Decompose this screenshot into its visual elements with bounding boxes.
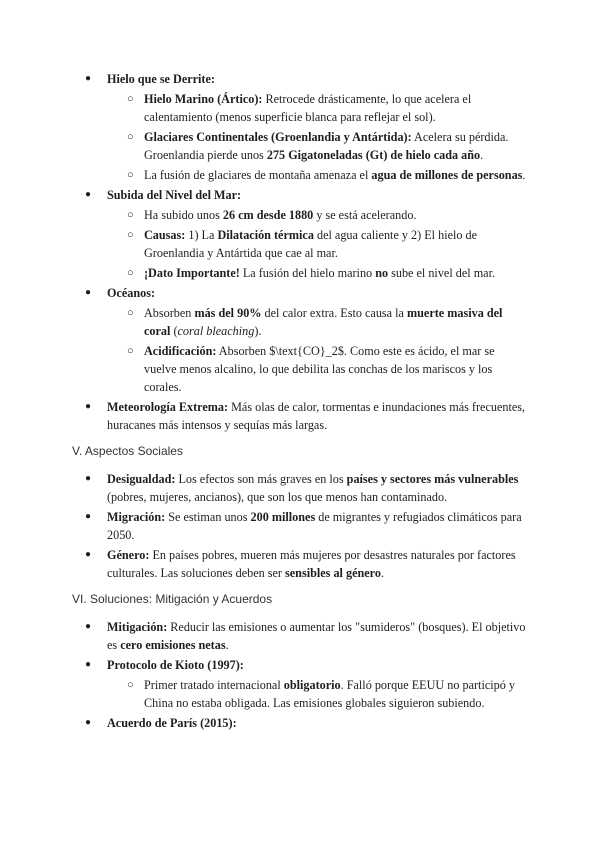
text: del calor extra. Esto causa la [261, 306, 407, 320]
bold-text: Acidificación: [144, 344, 217, 358]
bold-text: ¡Dato Importante! [144, 266, 240, 280]
document-content [72, 70, 530, 734]
sub-item-marino [72, 90, 530, 126]
item-title: Hielo que se Derrite: [107, 72, 215, 86]
bullet-marker: ● [85, 549, 92, 560]
text: del agua caliente y 2) El hielo de Groenlandia y Antártida que cae al mar. [144, 228, 478, 260]
bold-text: 200 millones [250, 510, 316, 524]
bold-text: no [375, 266, 389, 280]
list-item-genero [72, 546, 530, 582]
sub-item-causas [72, 226, 530, 262]
text: Se estiman unos [165, 510, 251, 524]
text: . [380, 566, 385, 580]
sub-item-subida [72, 206, 530, 224]
text: Acelera su pérdida. Groenlandia pierde unos [144, 130, 509, 162]
bold-text: Glaciares Continentales (Groenlandia y Antártida): [144, 130, 412, 144]
text: . [225, 638, 229, 652]
text: ). [254, 324, 262, 338]
bullet-marker: ● [85, 659, 92, 670]
list-item-mitigacion [72, 618, 530, 654]
text: (pobres, mujeres, ancianos), que son los que menos han contaminado. [107, 490, 448, 504]
text: Ha subido unos [144, 208, 223, 222]
section-heading-soluciones: VI. Soluciones: Mitigación y Acuerdos [72, 592, 273, 606]
list-item-desigualdad [72, 470, 530, 506]
circle-marker: ○ [127, 267, 134, 279]
text: 1) La [185, 228, 218, 242]
bold-text: 275 Gigatoneladas (Gt) de hielo cada año [266, 148, 481, 162]
circle-marker: ○ [127, 169, 134, 181]
bullet-marker: ● [85, 621, 92, 632]
bullet-marker: ● [85, 401, 92, 412]
text: . [480, 148, 484, 162]
bold-text: obligatorio [283, 678, 341, 692]
text: Absorben [144, 306, 195, 320]
bold-text: Desigualdad: [107, 472, 176, 486]
item-title: Acuerdo de París (2015): [107, 716, 237, 730]
circle-marker: ○ [127, 209, 134, 221]
sub-item-absorben [72, 304, 530, 340]
circle-marker: ○ [127, 229, 134, 241]
item-title: Meteorología Extrema: [107, 400, 229, 414]
text: sube el nivel del mar. [388, 266, 496, 280]
italic-text: coral bleaching [177, 324, 255, 338]
text: . [522, 168, 526, 182]
text: . Falló porque EEUU no participó y China no estaba obligada. Las emisiones globales siguieron subiendo. [144, 678, 515, 710]
text: Reducir las emisiones o aumentar los "sumideros" (bosques). El objetivo es [107, 620, 526, 652]
item-title: Subida del Nivel del Mar: [107, 188, 242, 202]
bold-text: Dilatación térmica [217, 228, 314, 242]
circle-marker: ○ [127, 93, 134, 105]
list-item-mar [72, 186, 530, 204]
sub-item-kioto-tratado [72, 676, 530, 712]
sub-item-montana [72, 166, 530, 184]
bullet-marker: ● [85, 287, 92, 298]
circle-marker: ○ [127, 345, 134, 357]
effects-list [72, 70, 530, 434]
social-list [72, 470, 530, 582]
list-item-hielo [72, 70, 530, 88]
bold-text: Género: [107, 548, 150, 562]
bold-text: 26 cm desde 1880 [222, 208, 314, 222]
bullet-marker: ● [85, 73, 92, 84]
list-item-kioto [72, 656, 530, 674]
text: y se está acelerando. [313, 208, 417, 222]
bullet-marker: ● [85, 473, 92, 484]
text: En países pobres, mueren más mujeres por desastres naturales por factores culturales. Las soluciones deben ser [107, 548, 516, 580]
bold-text: cero emisiones netas [120, 638, 226, 652]
bold-text: Causas: [144, 228, 186, 242]
bold-text: más del 90% [194, 306, 262, 320]
item-title: Océanos: [107, 286, 156, 300]
list-item-oceanos [72, 284, 530, 302]
bold-text: Mitigación: [107, 620, 168, 634]
text: Retrocede drásticamente, lo que acelera el calentamiento (menos superficie blanca para reflejar el sol). [144, 92, 472, 124]
text: La fusión de glaciares de montaña amenaza el [144, 168, 372, 182]
section-heading-aspectos-sociales: V. Aspectos Sociales [72, 444, 183, 458]
sub-item-glaciares [72, 128, 530, 164]
text: de migrantes y refugiados climáticos para 2050. [107, 510, 522, 542]
text: ( [170, 324, 178, 338]
circle-marker: ○ [127, 131, 134, 143]
circle-marker: ○ [127, 307, 134, 319]
bullet-marker: ● [85, 189, 92, 200]
bold-text: muerte masiva del coral [144, 306, 503, 338]
bullet-marker: ● [85, 717, 92, 728]
circle-marker: ○ [127, 679, 134, 691]
sub-item-acidificacion [72, 342, 530, 396]
text: Los efectos son más graves en los [175, 472, 347, 486]
solutions-list [72, 618, 530, 732]
text: Primer tratado internacional [144, 678, 284, 692]
bullet-marker: ● [85, 511, 92, 522]
sub-item-dato [72, 264, 530, 282]
text: La fusión del hielo marino [239, 266, 376, 280]
bold-text: agua de millones de personas [371, 168, 523, 182]
bold-text: países y sectores más vulnerables [346, 472, 519, 486]
bold-text: Hielo Marino (Ártico): [144, 92, 263, 106]
bold-text: sensibles al género [285, 566, 381, 580]
text: Absorben $\text{CO}_2$. Como este es ácido, el mar se vuelve menos alcalino, lo que debilita las conchas de los mariscos y los corales. [144, 344, 495, 394]
item-title: Protocolo de Kioto (1997): [107, 658, 244, 672]
text: Más olas de calor, tormentas e inundaciones más frecuentes, huracanes más intensos y sequías más largas. [107, 400, 526, 432]
bold-text: Migración: [107, 510, 166, 524]
list-item-meteorologia [72, 398, 530, 434]
list-item-paris [72, 714, 530, 732]
list-item-migracion [72, 508, 530, 544]
